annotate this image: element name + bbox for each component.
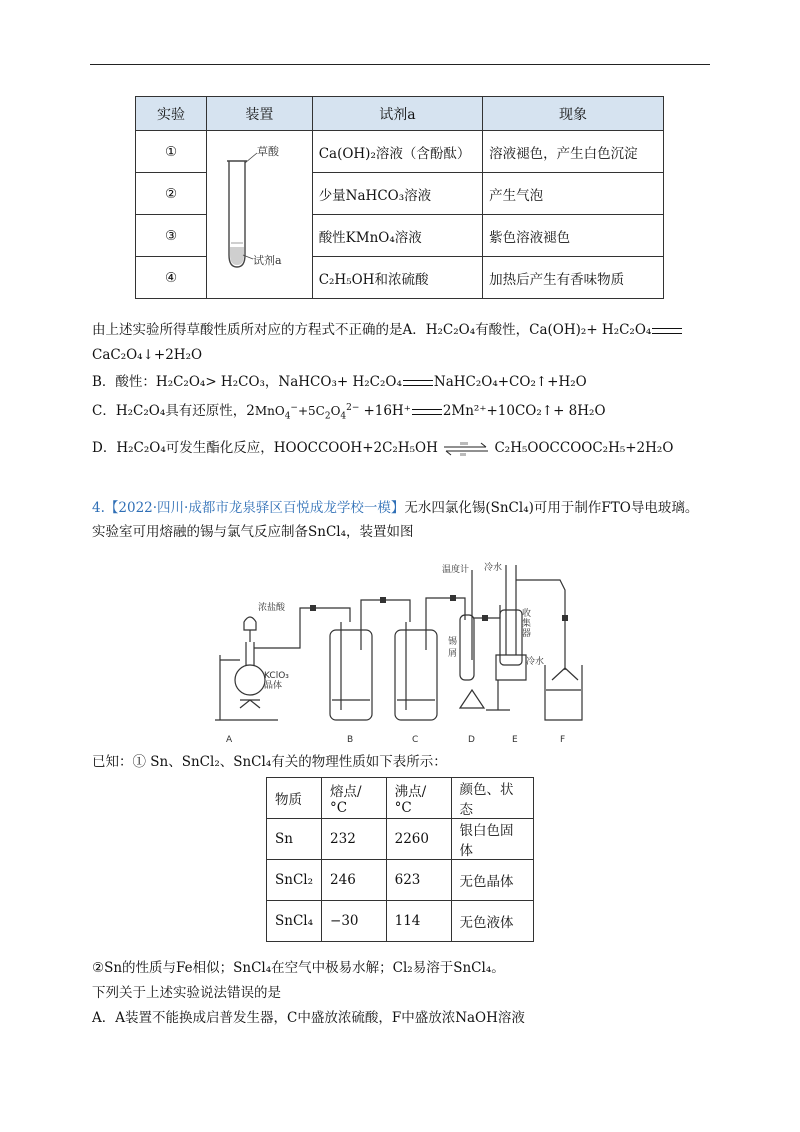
table-row — [267, 819, 534, 860]
table-row — [136, 131, 664, 173]
q4-stem-2: 实验室可用熔融的锡与氯气反应制备SnCl₄，装置如图 — [92, 524, 414, 540]
known-intro: 已知：① Sn、SnCl₂、SnCl₄有关的物理性质如下表所示： — [92, 754, 447, 770]
q3-option-a: A．H₂C₂O₄有酸性，Ca(OH)₂+ H₂C₂O₄ — [402, 322, 652, 338]
reagent-cell: Ca(OH)₂溶液（含酚酞） — [312, 131, 482, 173]
label-collector-3: 器 — [522, 629, 532, 639]
reagent-cell: 少量NaHCO₃溶液 — [312, 173, 482, 215]
label-E: E — [512, 735, 518, 745]
experiment-table — [135, 96, 664, 299]
table-header-row — [136, 97, 664, 131]
q4-question: 下列关于上述实验说法错误的是 — [92, 985, 281, 1001]
label-C: C — [412, 735, 419, 745]
equals-sign — [652, 328, 682, 334]
equals-sign — [412, 409, 442, 415]
header-cell: 物质 — [267, 778, 322, 819]
table-cell: 114 — [386, 901, 451, 942]
table-cell: SnCl₄ — [267, 901, 322, 942]
option-c-right: 2Mn²⁺+10CO₂↑+ 8H₂O — [442, 403, 606, 419]
option-b-right: NaHC₂O₄+CO₂↑+H₂O — [433, 374, 587, 390]
option-c-left: C．H₂C₂O₄具有还原性，2 — [92, 403, 255, 419]
table-cell: Sn — [267, 819, 322, 860]
table-cell: 623 — [386, 860, 451, 901]
phenomenon-cell: 产生气泡 — [483, 173, 664, 215]
q4-title-line — [92, 498, 732, 518]
q3-stem: 由上述实验所得草酸性质所对应的方程式不正确的是 — [92, 322, 403, 338]
q3-option-a-cont: CaC₂O₄↓+2H₂O — [92, 347, 203, 363]
label-A: A — [226, 735, 233, 745]
phenomenon-cell: 加热后产生有香味物质 — [483, 257, 664, 299]
header-cell: 试剂a — [312, 97, 482, 131]
table-header-row — [267, 778, 534, 819]
question-number: 4. — [92, 500, 105, 516]
table-cell: 246 — [322, 860, 387, 901]
test-tube-icon — [227, 153, 257, 267]
header-cell: 现象 — [483, 97, 664, 131]
label-collector-2: 集 — [522, 619, 532, 629]
table-row — [267, 860, 534, 901]
q3-stem-line — [92, 320, 732, 340]
table-cell: 无色液体 — [451, 901, 533, 942]
header-rule — [90, 64, 710, 65]
properties-table — [266, 777, 534, 942]
header-cell: 熔点/°C — [322, 778, 387, 819]
option-d-right: C₂H₅OOCCOOC₂H₅+2H₂O — [494, 440, 674, 456]
apparatus-lines — [215, 565, 582, 720]
label-thermometer: 温度计 — [442, 565, 470, 575]
table-cell: 无色晶体 — [451, 860, 533, 901]
label-B: B — [347, 735, 354, 745]
table-row — [267, 901, 534, 942]
q3-option-c — [92, 401, 732, 421]
question-source: 【2022·四川·成都市龙泉驿区百悦成龙学校一模】 — [104, 500, 405, 516]
test-tube-diagram — [209, 133, 309, 293]
device-cell — [207, 131, 313, 299]
label-reagent-a: 试剂a — [253, 253, 282, 267]
header-cell: 装置 — [207, 97, 313, 131]
label-kclo3: KClO₃ — [264, 671, 289, 681]
option-d-left: D．H₂C₂O₄可发生酯化反应，HOOCCOOH+2C₂H₅OH — [92, 440, 438, 456]
label-F: F — [560, 735, 566, 745]
option-c-mid: +16H⁺ — [363, 403, 411, 419]
label-oxalic-acid: 草酸 — [257, 144, 280, 158]
label-cold-water-top: 冷水 — [484, 563, 503, 573]
apparatus-diagram — [210, 560, 590, 750]
label-conc-hcl: 浓盐酸 — [258, 603, 286, 613]
table-cell: 2260 — [386, 819, 451, 860]
q4-stem-1: 无水四氯化锡(SnCl₄)可用于制作FTO导电玻璃。 — [404, 500, 699, 516]
row-number: ② — [136, 173, 207, 215]
table-cell: 银白色固体 — [451, 819, 533, 860]
reagent-cell: 酸性KMnO₄溶液 — [312, 215, 482, 257]
row-number: ④ — [136, 257, 207, 299]
label-crystal: 晶体 — [264, 681, 283, 691]
note-2: ②Sn的性质与Fe相似；SnCl₄在空气中极易水解；Cl₂易溶于SnCl₄。 — [92, 960, 505, 976]
reagent-cell: C₂H₅OH和浓硫酸 — [312, 257, 482, 299]
option-b-left: B．酸性：H₂C₂O₄> H₂CO₃，NaHCO₃+ H₂C₂O₄ — [92, 374, 402, 390]
label-tin-1: 锡 — [448, 637, 458, 647]
permanganate-formula: $MnO_4^-+5C_2O_4^{2-}$ — [254, 403, 360, 422]
reversible-arrow-icon — [442, 440, 490, 458]
label-tin-2: 屑 — [448, 649, 458, 659]
q3-option-b — [92, 372, 732, 392]
label-cold-water: 冷水 — [526, 657, 545, 667]
header-cell: 沸点/°C — [386, 778, 451, 819]
label-collector-1: 收 — [522, 609, 532, 619]
phenomenon-cell: 溶液褪色，产生白色沉淀 — [483, 131, 664, 173]
label-D: D — [468, 735, 475, 745]
q3-option-d — [92, 438, 732, 458]
table-cell: −30 — [322, 901, 387, 942]
row-number: ③ — [136, 215, 207, 257]
table-cell: SnCl₂ — [267, 860, 322, 901]
header-cell: 实验 — [136, 97, 207, 131]
phenomenon-cell: 紫色溶液褪色 — [483, 215, 664, 257]
row-number: ① — [136, 131, 207, 173]
equals-sign — [403, 380, 433, 386]
header-cell: 颜色、状态 — [451, 778, 533, 819]
q4-option-a: A．A装置不能换成启普发生器，C中盛放浓硫酸，F中盛放浓NaOH溶液 — [92, 1010, 525, 1026]
table-cell: 232 — [322, 819, 387, 860]
